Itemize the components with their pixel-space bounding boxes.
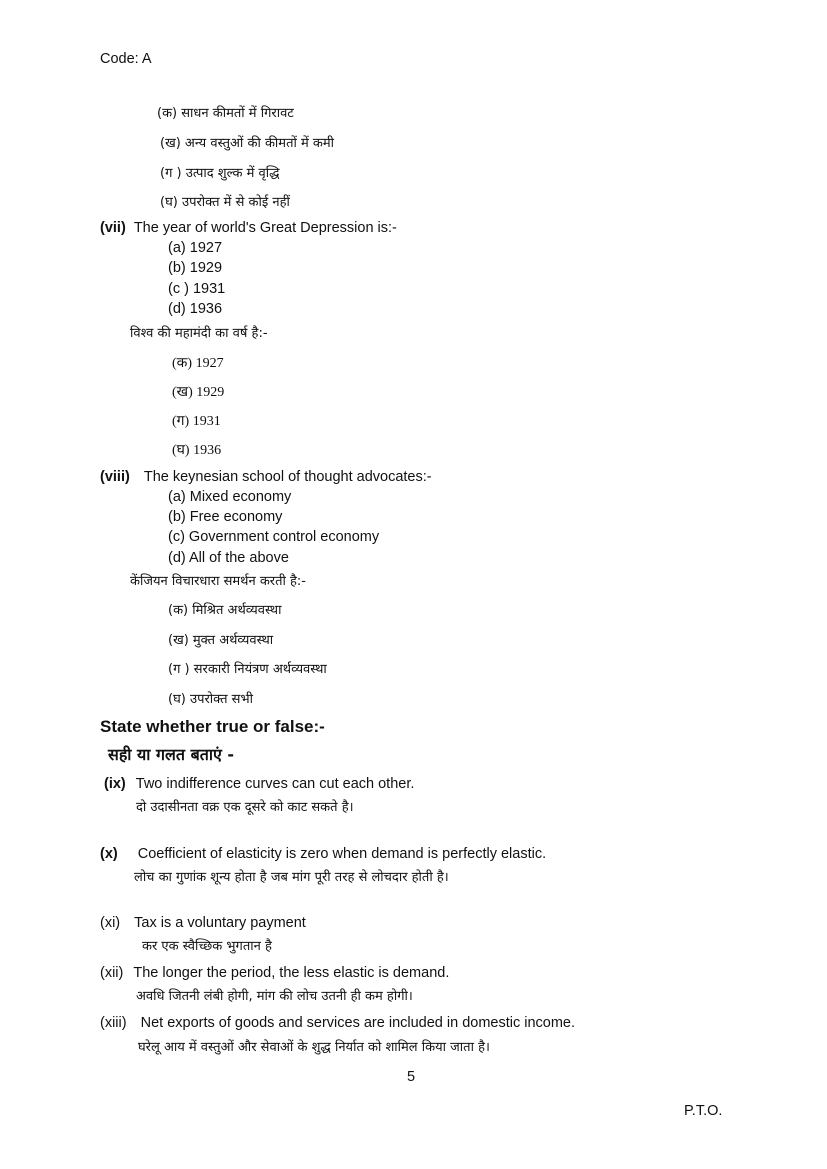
question-vii — [100, 219, 397, 237]
prev-option-hi-1: (क) साधन कीमतों में गिरावट — [157, 106, 294, 121]
option-hi-ka: (क) मिश्रित अर्थव्यवस्था — [168, 603, 282, 618]
option-en-d: (d) 1936 — [168, 301, 223, 317]
question-number: (viii) — [100, 469, 130, 485]
question-number: (x) — [100, 846, 118, 862]
section-heading-hi: सही या गलत बताएं - — [108, 745, 235, 764]
question-text-hi: लोच का गुणांक शून्य होता है जब मांग पूरी तरह से लोचदार होती है। — [134, 870, 449, 885]
option-en-b: (b) Free economy — [168, 509, 283, 525]
question-text: Two indifference curves can cut each other. — [135, 776, 415, 792]
option-en-d: (d) All of the above — [168, 550, 289, 566]
question-text-hi: विश्व की महामंदी का वर्ष है:- — [130, 326, 268, 341]
option-hi-ga: (ग ) सरकारी नियंत्रण अर्थव्यवस्था — [168, 662, 327, 677]
page-number: 5 — [407, 1069, 416, 1085]
option-en-a: (a) Mixed economy — [168, 489, 292, 505]
option-hi-ga: (ग) 1931 — [172, 414, 221, 429]
question-text: Net exports of goods and services are included in domestic income. — [140, 1015, 576, 1031]
option-en-a: (a) 1927 — [168, 240, 223, 256]
prev-option-hi-3: (ग ) उत्पाद शुल्क में वृद्धि — [160, 166, 280, 181]
tf-item-xii — [100, 964, 449, 982]
option-hi-gha: (घ) 1936 — [172, 443, 222, 458]
question-number: (xiii) — [100, 1015, 127, 1031]
question-viii — [100, 468, 432, 486]
exam-code: Code: A — [100, 51, 152, 67]
section-heading: State whether true or false:- — [100, 717, 325, 736]
question-text: The keynesian school of thought advocates:- — [143, 469, 432, 485]
tf-item-ix — [104, 775, 414, 793]
prev-option-hi-2: (ख) अन्य वस्तुओं की कीमतों में कमी — [160, 136, 335, 151]
tf-item-xiii — [100, 1014, 575, 1032]
prev-option-hi-4: (घ) उपरोक्त में से कोई नहीं — [160, 195, 290, 210]
question-number: (ix) — [104, 776, 126, 792]
question-text: Tax is a voluntary payment — [134, 915, 306, 931]
question-text-hi: दो उदासीनता वक्र एक दूसरे को काट सकते है। — [136, 800, 354, 815]
option-hi-kha: (ख) 1929 — [172, 385, 225, 400]
option-en-b: (b) 1929 — [168, 260, 223, 276]
option-hi-kha: (ख) मुक्त अर्थव्यवस्था — [168, 633, 274, 648]
question-text-hi: केंजियन विचारधारा समर्थन करती है:- — [130, 574, 306, 589]
question-number: (xi) — [100, 915, 121, 931]
option-en-c: (c) Government control economy — [168, 529, 380, 545]
question-text: The longer the period, the less elastic is demand. — [133, 965, 450, 981]
question-text-hi: घरेलू आय में वस्तुओं और सेवाओं के शुद्ध निर्यात को शामिल किया जाता है। — [138, 1040, 490, 1055]
option-en-c: (c ) 1931 — [168, 281, 226, 297]
option-hi-ka: (क) 1927 — [172, 356, 224, 371]
question-text-hi: अवधि जितनी लंबी होगी, मांग की लोच उतनी ही कम होगी। — [136, 989, 413, 1004]
question-number: (vii) — [100, 220, 126, 236]
option-hi-gha: (घ) उपरोक्त सभी — [168, 692, 253, 707]
question-text: The year of world's Great Depression is:- — [133, 220, 397, 236]
question-text-hi: कर एक स्वैच्छिक भुगतान है — [142, 939, 272, 954]
pto-label: P.T.O. — [684, 1103, 723, 1119]
tf-item-xi — [100, 914, 306, 932]
question-number: (xii) — [100, 965, 124, 981]
question-text: Coefficient of elasticity is zero when demand is perfectly elastic. — [137, 846, 547, 862]
tf-item-x — [100, 845, 546, 863]
